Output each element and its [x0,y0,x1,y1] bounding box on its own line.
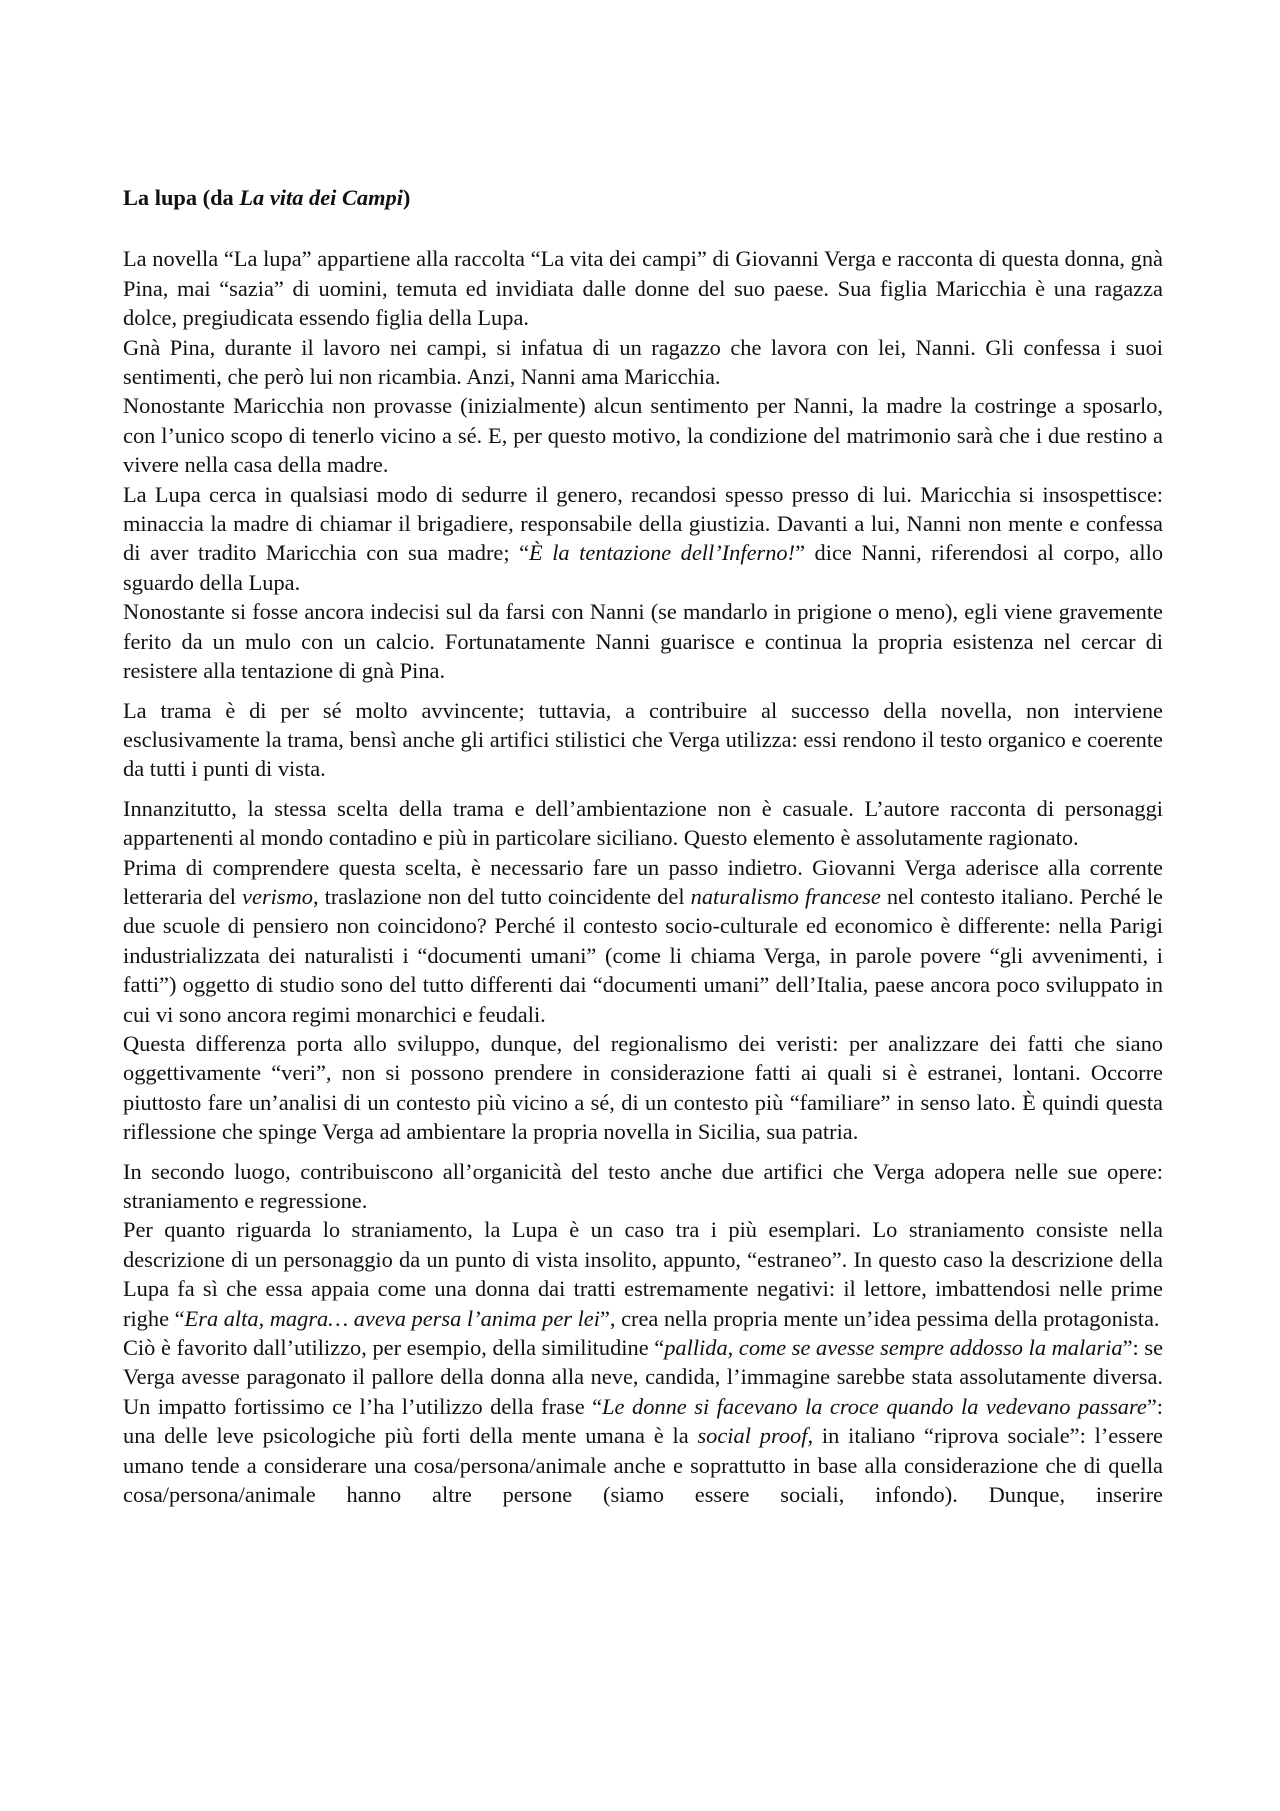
paragraph-text: Innanzitutto, la stessa scelta della trama e dell’ambientazione non è casuale. L’autore racconta di personaggi appartenenti al mondo contadino e più in particolare siciliano. Questo elemento è assolutamente ragionato. [123,795,1163,851]
paragraph-text: La Lupa cerca in qualsiasi modo di sedurre il genero, recandosi spesso presso di lui. Maricchia si insospettisce: minaccia la madre di chiamar il brigadiere, responsabile della giustizia. Davanti a lui, Nanni non mente e confessa di aver tradito Maricchia con sua madre; “ [123,481,1163,566]
paragraph-text: Gnà Pina, durante il lavoro nei campi, si infatua di un ragazzo che lavora con lei, Nanni. Gli confessa i suoi sentimenti, che però lui non ricambia. Anzi, Nanni ama Maricchia. [123,334,1163,390]
paragraph-text: ”: se Verga avesse paragonato il pallore della donna alla neve, candida, l’immagine sarebbe stata assolutamente diversa. Un impatto fortissimo ce l’ha l’utilizzo della frase “ [123,1335,1164,1419]
paragraph-text: ”: una delle leve psicologiche più forti della mente umana è la [123,1393,1163,1449]
italic-text: È la tentazione dell’Inferno! [529,540,796,566]
paragraph-p8 [123,853,1163,1029]
paragraph-p10 [123,1157,1163,1216]
paragraph-p1 [123,244,1163,332]
paragraph-list [123,244,1163,1509]
paragraph-p2 [123,333,1163,392]
paragraph-text: Nonostante Maricchia non provasse (inizialmente) alcun sentimento per Nanni, la madre la costringe a sposarlo, con l’unico scopo di tenerlo vicino a sé. E, per questo motivo, la condizione del matrimonio sarà che i due restino a vivere nella casa della madre. [123,393,1163,478]
italic-text: social proof, [697,1423,814,1449]
paragraph-p12 [123,1333,1163,1509]
italic-text: naturalismo francese [690,883,881,909]
paragraph-p9 [123,1029,1163,1147]
paragraph-text: , traslazione non del tutto coincidente del [312,883,691,909]
title-close: ) [402,185,411,210]
paragraph-text: in italiano “riprova sociale”: l’essere umano tende a considerare una cosa/persona/animale anche e soprattutto in base alla considerazione che di quella cosa/persona/animale hanno altre persone (siamo essere sociali, infondo). Dunque, inserire [123,1423,1163,1508]
paragraph-text: Per quanto riguarda lo straniamento, la Lupa è un caso tra i più esemplari. Lo straniamento consiste nella descrizione di un personaggio da un punto di vista insolito, appunto, “estraneo”. In questo caso la descrizione della Lupa fa sì che essa appaia come una donna dai tratti estremamente negativi: il lettore, imbattendosi nelle prime righe “ [123,1217,1163,1331]
paragraph-text: Ciò è favorito dall’utilizzo, per esempio, della similitudine “ [123,1335,665,1361]
paragraph-text: In secondo luogo, contribuiscono all’organicità del testo anche due artifici che Verga adopera nelle sue opere: straniamento e regressione. [123,1158,1163,1213]
paragraph-text: Nonostante si fosse ancora indecisi sul da farsi con Nanni (se mandarlo in prigione o meno), egli viene gravemente ferito da un mulo con un calcio. Fortunatamente Nanni guarisce e continua la propria esistenza nel cercar di resistere alla tentazione di gnà Pina. [123,599,1163,684]
italic-text: pallida, come se avesse sempre addosso la malaria [664,1335,1123,1361]
paragraph-p11 [123,1215,1163,1333]
paragraph-p5 [123,597,1163,685]
paragraph-p6 [123,696,1163,784]
paragraph-p3 [123,391,1163,479]
document-body [123,183,1163,1509]
italic-text: verismo [242,883,313,909]
title-italic: La vita dei Campi [239,185,403,210]
paragraph-text: ”, crea nella propria mente un’idea pessima della protagonista. [599,1305,1160,1331]
paragraph-text: La trama è di per sé molto avvincente; tuttavia, a contribuire al successo della novella, non interviene esclusivamente la trama, bensì anche gli artifici stilistici che Verga utilizza: essi rendono il testo organico e coerente da tutti i punti di vista. [123,697,1163,782]
italic-text: Era alta, magra… aveva persa l’anima per lei [184,1305,600,1331]
title-main: La lupa (da [123,185,240,210]
paragraph-text: nel contesto italiano. Perché le due scuole di pensiero non coincidono? Perché il contesto socio-culturale ed economico è differente: nella Parigi industrializzata dei naturalisti i “documenti umani” (come li chiama Verga, in parole povere “gli avvenimenti, i fatti”) oggetto di studio sono del tutto differenti dai “documenti umani” dell’Italia, paese ancora poco sviluppato in cui vi sono ancora regimi monarchici e feudali. [123,883,1163,1027]
paragraph-p4 [123,480,1163,598]
paragraph-text: ” dice Nanni, riferendosi al corpo, allo sguardo della Lupa. [123,540,1164,595]
paragraph-p7 [123,794,1163,853]
italic-text: Le donne si facevano la croce quando la vedevano passare [602,1393,1147,1419]
paragraph-text: La novella “La lupa” appartiene alla raccolta “La vita dei campi” di Giovanni Verga e racconta di questa donna, gnà Pina, mai “sazia” di uomini, temuta ed invidiata dalle donne del suo paese. Sua figlia Maricchia è una ragazza dolce, pregiudicata essendo figlia della Lupa. [123,246,1163,331]
paragraph-text: Questa differenza porta allo sviluppo, dunque, del regionalismo dei veristi: per analizzare dei fatti che siano oggettivamente “veri”, non si possono prendere in considerazione fatti ai quali si è estranei, lontani. Occorre piuttosto fare un’analisi di un contesto più vicino a sé, di un contesto più “familiare” in senso lato. È quindi questa riflessione che spinge Verga ad ambientare la propria novella in Sicilia, sua patria. [123,1030,1163,1145]
paragraph-text: Prima di comprendere questa scelta, è necessario fare un passo indietro. Giovanni Verga aderisce alla corrente letteraria del [123,854,1163,909]
document-title [123,183,1163,212]
